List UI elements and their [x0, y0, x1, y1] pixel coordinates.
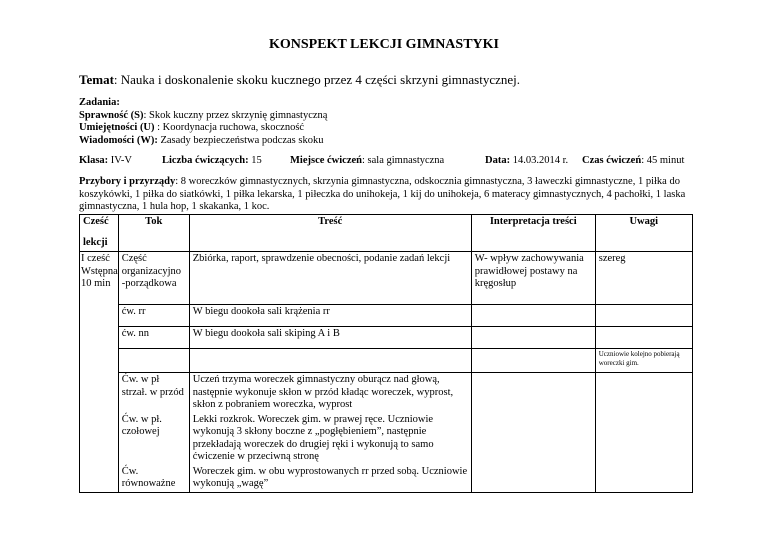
cell-interpretation	[471, 373, 595, 493]
topic-value: : Nauka i doskonalenie skoku kucznego przez 4 części skrzyni gimnastycznej.	[113, 72, 521, 87]
cell-interpretation	[471, 327, 595, 349]
header-notes: Uwagi	[595, 215, 692, 252]
task-item: Wiadomości (W): Zasady bezpieczeństwa podczas skoku	[79, 134, 324, 146]
lesson-topic	[79, 72, 520, 88]
duration-field: Czas ćwiczeń: 45 minut	[582, 155, 685, 166]
cell-tok: Ćw. w pł strzał. w przód	[118, 373, 189, 413]
cell-content: W biegu dookoła sali krążenia rr	[189, 305, 471, 327]
cell-tok: ćw. rr	[118, 305, 189, 327]
cell-content: W biegu dookoła sali skiping A i B	[189, 327, 471, 349]
cell-notes	[595, 373, 692, 493]
cell-notes	[595, 327, 692, 349]
location-field: Miejsce ćwiczeń: sala gimnastyczna	[290, 155, 445, 166]
cell-part: I cześć Wstępna 10 min	[80, 252, 119, 493]
tasks-block	[79, 97, 327, 147]
table-row	[80, 327, 693, 349]
table-header-row	[80, 215, 693, 252]
equipment-label: Przybory i przyrządy	[79, 176, 176, 187]
cell-interpretation	[471, 305, 595, 327]
header-part: Cześć lekcji	[80, 215, 119, 252]
topic-label: Temat	[79, 72, 114, 87]
cell-interpretation: W- wpływ zachowywania prawidłowej postawy na kręgosłup	[471, 252, 595, 305]
date-field: Data: 14.03.2014 r.	[485, 155, 569, 166]
equipment-list	[79, 176, 694, 214]
class-field: Klasa: IV-V	[79, 155, 132, 166]
cell-content: Woreczek gim. w obu wyprostowanych rr przed sobą. Uczniowie wykonują „wagę”	[189, 465, 471, 493]
lesson-table	[79, 214, 693, 493]
header-content: Treść	[189, 215, 471, 252]
cell-notes	[595, 305, 692, 327]
cell-content: Lekki rozkrok. Woreczek gim. w prawej ręce. Uczniowie wykonują 3 skłony boczne z „pogłębieniem”, następnie przekładają woreczek do drugiej ręki i wykonują to samo ćwiczenie w przeciwną stronę	[189, 413, 471, 465]
cell-tok	[118, 349, 189, 373]
cell-notes: Uczniowie kolejno pobierają woreczki gim.	[595, 349, 692, 373]
cell-content: Uczeń trzyma woreczek gimnastyczny oburącz nad głową, następnie wykonuje skłon w przód kładąc woreczek, wyprost, skłon z pobraniem woreczka, wyprost	[189, 373, 471, 413]
cell-interpretation	[471, 349, 595, 373]
task-item: Sprawność (S): Skok kuczny przez skrzynię gimnastyczną	[79, 109, 328, 121]
header-interpretation: Interpretacja treści	[471, 215, 595, 252]
participants-field: Liczba ćwiczących: 15	[162, 155, 262, 166]
task-item: Umiejętności (U) : Koordynacja ruchowa, skoczność	[79, 122, 305, 133]
tasks-heading: Zadania:	[79, 97, 120, 108]
equipment-value: : 8 woreczków gimnastycznych, skrzynia gimnastyczna, odskocznia gimnastyczna, 3 ławeczki gimnastyczne, 1 piłka do koszykówki, 1 piłka do siatkówki, 1 piłka lekarska, 1 piłeczka do unihokeja, 1 kij do unihokeja, 6 materacy gimnastycznych, 4 pachołki, 1 laska gimnastyczna, 1 hula hop, 1 skakanka, 1 koc.	[79, 176, 686, 212]
table-row	[80, 252, 693, 305]
cell-notes: szereg	[595, 252, 692, 305]
header-tok: Tok	[118, 215, 189, 252]
cell-content: Zbiórka, raport, sprawdzenie obecności, podanie zadań lekcji	[189, 252, 471, 305]
cell-tok: Ćw. równoważne	[118, 465, 189, 493]
document-title: KONSPEKT LEKCJI GIMNASTYKI	[268, 37, 499, 52]
cell-tok: ćw. nn	[118, 327, 189, 349]
cell-tok: Ćw. w pł. czołowej	[118, 413, 189, 465]
table-row	[80, 305, 693, 327]
cell-tok: Część organizacyjno -porządkowa	[118, 252, 189, 305]
cell-content	[189, 349, 471, 373]
table-row	[80, 373, 693, 413]
table-row	[80, 349, 693, 373]
